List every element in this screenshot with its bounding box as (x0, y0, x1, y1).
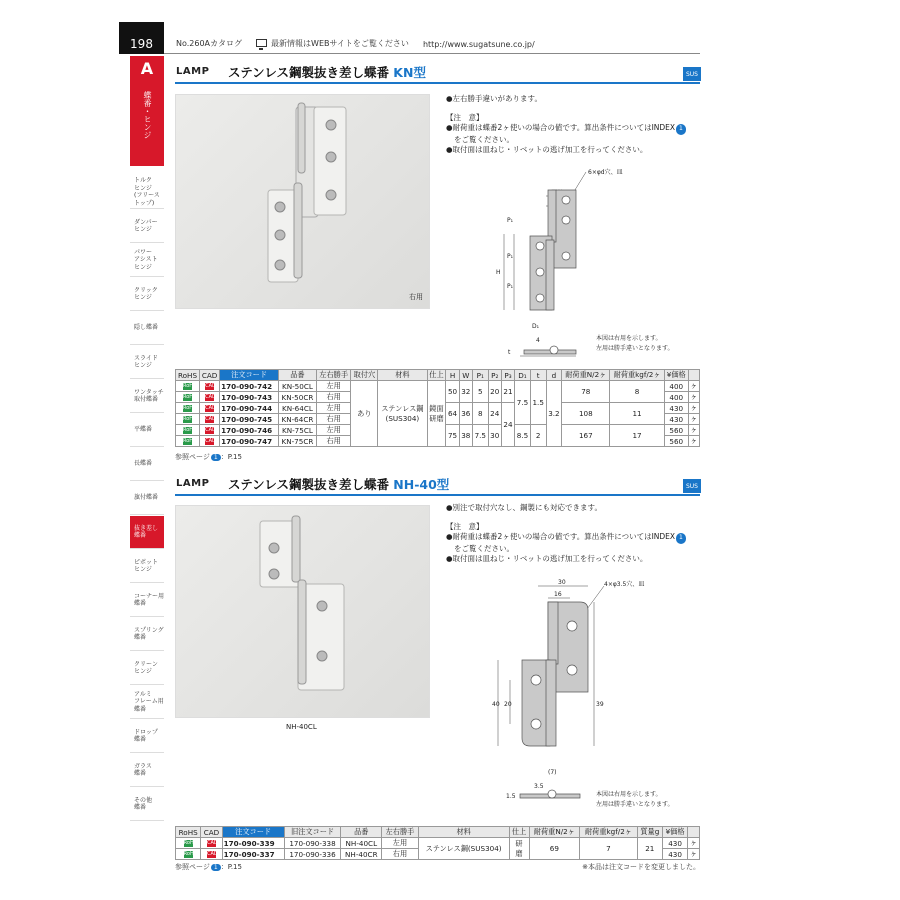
rohs-icon: RoHS (183, 438, 197, 444)
table-cell: 430 (664, 414, 688, 425)
sidebar-item[interactable]: ピボット ヒンジ (130, 550, 164, 583)
table-cell (201, 849, 222, 860)
photo-caption-2: NH-40CL (286, 723, 317, 731)
sidebar-item[interactable]: 長蝶番 (130, 448, 164, 481)
column-header: 注文コード (220, 370, 279, 381)
table-cell: 170-090-745 (220, 414, 279, 425)
table-cell: 左用 (382, 838, 419, 849)
category-tab[interactable] (130, 56, 164, 166)
table-row (176, 381, 700, 392)
category-letter: A (140, 59, 154, 78)
dim-t: t (508, 349, 511, 356)
table-cell: 11 (610, 403, 664, 425)
dim-7: (7) (548, 769, 557, 776)
table-cell: 鏡面 研磨 (427, 381, 446, 447)
table-cell: ヶ (688, 425, 699, 436)
dim-h: H (496, 269, 501, 276)
column-header: 材料 (418, 827, 509, 838)
section1-notes (446, 94, 701, 156)
column-header: W (459, 370, 472, 381)
column-header: H (446, 370, 459, 381)
sidebar-item[interactable]: 旗付蝶番 (130, 482, 164, 515)
section2-notes (446, 503, 701, 565)
table-cell: 左用 (316, 381, 351, 392)
table-cell: KN-50CR (278, 392, 316, 403)
sus-badge-2: SUS (683, 479, 701, 493)
note-load: ●耐荷重は蝶番2ヶ使いの場合の値です。算出条件についてはINDEX 1 (446, 123, 701, 135)
table-cell: 研 磨 (509, 838, 529, 860)
column-header: 注文コード (222, 827, 284, 838)
table-cell: 170-090-337 (222, 849, 284, 860)
table-cell: ヶ (688, 849, 700, 860)
column-header: P₃ (501, 370, 514, 381)
table-cell: 20 (488, 381, 501, 403)
rohs-icon: RoHS (183, 383, 197, 389)
table-cell: ステンレス鋼 (SUS304) (378, 381, 427, 447)
table-cell: 108 (562, 403, 610, 425)
sidebar-item[interactable]: アルミ フレーム用 蝶番 (130, 686, 164, 719)
view-note1: 本図は右用を示します。 (596, 335, 662, 342)
index-ref-badge-2[interactable]: 1 (676, 533, 686, 544)
hinge-photo-illustration-2 (176, 506, 431, 719)
column-header: 仕上 (427, 370, 446, 381)
table-cell: ヶ (688, 381, 699, 392)
nh40-technical-drawing (480, 576, 700, 816)
column-header: RoHS (176, 370, 200, 381)
dim-d1: D₁ (532, 323, 540, 330)
table-cell: あり (351, 381, 378, 447)
dim-40: 40 (492, 701, 500, 708)
dim-39: 39 (596, 701, 604, 708)
cad-icon[interactable]: CAD (205, 427, 216, 433)
column-header: 品番 (341, 827, 382, 838)
sidebar-item[interactable]: ダンパー ヒンジ (130, 210, 164, 243)
column-header: CAD (201, 827, 222, 838)
page-number: 198 (119, 22, 164, 54)
table-cell: 17 (610, 425, 664, 447)
monitor-icon (256, 39, 267, 47)
table-cell: 170-090-336 (284, 849, 341, 860)
catalog-label: No.260Aカタログ (176, 39, 243, 48)
table-cell: 167 (562, 425, 610, 447)
table-cell: 50 (446, 381, 459, 403)
column-header: 品番 (278, 370, 316, 381)
note-lr: ●左右勝手違いがあります。 (446, 94, 542, 103)
table-cell: 7.5 (472, 425, 488, 447)
index-ref-badge[interactable]: 1 (676, 124, 686, 135)
category-name: 蝶番・ヒンジ (143, 91, 152, 139)
view-note2: 左用は勝手違いとなります。 (596, 345, 674, 352)
section1-ref[interactable]: 参照ページ 1 ：P.15 (175, 453, 242, 461)
sidebar-item[interactable]: 隠し蝶番 (130, 312, 164, 345)
section2-title: ステンレス鋼製抜き差し蝶番 NH-40型 (228, 477, 450, 492)
table-cell (176, 381, 200, 392)
note-load-2: ●耐荷重は蝶番2ヶ使いの場合の値です。算出条件についてはINDEX 1 (446, 532, 701, 544)
table-cell (176, 414, 200, 425)
table-cell: ヶ (688, 403, 699, 414)
table-cell: 400 (664, 381, 688, 392)
sidebar-item[interactable]: ワンタッチ 取付蝶番 (130, 380, 164, 413)
table-cell: 64 (446, 403, 459, 425)
cad-icon[interactable]: CAD (206, 840, 218, 846)
table-cell: 3.2 (546, 381, 562, 447)
kn-spec-table (175, 369, 700, 447)
table-cell: 430 (664, 403, 688, 414)
table-cell: 30 (488, 425, 501, 447)
table-cell: 38 (459, 425, 472, 447)
table-cell: 右用 (316, 436, 351, 447)
column-header: 質量g (637, 827, 662, 838)
table-cell: 170-090-744 (220, 403, 279, 414)
table-cell (200, 425, 220, 436)
web-notice: 最新情報はWEBサイトをご覧ください (256, 38, 409, 49)
column-header (688, 370, 699, 381)
table-cell: 21 (501, 381, 514, 403)
table-cell: 右用 (316, 392, 351, 403)
dim-30: 30 (558, 579, 566, 586)
table-cell (176, 403, 200, 414)
column-header: ¥価格 (664, 370, 688, 381)
table-cell: 170-090-747 (220, 436, 279, 447)
sidebar-item[interactable]: スプリング 蝶番 (130, 618, 164, 651)
column-header: P₂ (488, 370, 501, 381)
rohs-icon: RoHS (183, 405, 197, 411)
table-cell: ヶ (688, 436, 699, 447)
nh40-spec-table (175, 826, 700, 860)
column-header: t (530, 370, 546, 381)
sidebar-item[interactable]: その他 蝶番 (130, 788, 164, 821)
rohs-icon: RoHS (183, 394, 197, 400)
table-cell: 560 (664, 425, 688, 436)
table-cell: 右用 (382, 849, 419, 860)
column-header: RoHS (176, 827, 201, 838)
rohs-icon: RoHS (183, 851, 197, 857)
dim-16: 16 (554, 591, 562, 598)
sidebar-item[interactable]: クリーン ヒンジ (130, 652, 164, 685)
cad-icon[interactable]: CAD (205, 405, 216, 411)
table-cell: NH-40CL (341, 838, 382, 849)
table-cell (200, 414, 220, 425)
sidebar-item[interactable]: クリック ヒンジ (130, 278, 164, 311)
note-heading: 【注 意】 (446, 112, 484, 122)
table-cell: 400 (664, 392, 688, 403)
table-cell: 左用 (316, 403, 351, 414)
dim-20: 20 (504, 701, 512, 708)
table-cell: 8 (610, 381, 664, 403)
section1-title: ステンレス鋼製抜き差し蝶番 KN型 (228, 65, 426, 80)
column-header: 左右勝手 (382, 827, 419, 838)
table-cell: ヶ (688, 414, 699, 425)
column-header: 仕上 (509, 827, 529, 838)
footnote: ※本品は注文コードを変更しました。 (582, 863, 700, 871)
rohs-icon: RoHS (183, 427, 197, 433)
column-header: CAD (200, 370, 220, 381)
table-cell (200, 403, 220, 414)
table-cell: 32 (459, 381, 472, 403)
sidebar-item[interactable]: 平蝶番 (130, 414, 164, 447)
sidebar-item[interactable]: パワー アシスト ヒンジ (130, 244, 164, 277)
table-cell: KN-64CR (278, 414, 316, 425)
table-cell (176, 436, 200, 447)
table-cell: 170-090-743 (220, 392, 279, 403)
dim-15: 1.5 (506, 793, 516, 800)
table-cell: 430 (662, 849, 687, 860)
column-header: 耐荷重kgf/2ヶ (610, 370, 664, 381)
column-header (688, 827, 700, 838)
column-header: P₁ (472, 370, 488, 381)
view-note2-2: 左用は勝手違いとなります。 (596, 801, 674, 808)
note-custom: ●別注で取付穴なし、鋼製にも対応できます。 (446, 503, 602, 512)
table-cell (201, 838, 222, 849)
photo-caption: 右用 (409, 293, 423, 301)
column-header: 左右勝手 (316, 370, 351, 381)
dim-p1-c: P₁ (507, 283, 514, 290)
sidebar-item[interactable]: ドロップ 蝶番 (130, 720, 164, 753)
product-photo-nh40 (175, 505, 430, 731)
table-cell: ヶ (688, 392, 699, 403)
note-mounting-2: ●取付面は皿ねじ・リベットの逃げ加工を行ってください。 (446, 554, 648, 563)
sidebar-item[interactable]: トルク ヒンジ (フリーストップ) (130, 176, 164, 209)
table-cell (200, 381, 220, 392)
sidebar-item[interactable]: 抜き差し 蝶番 (130, 516, 164, 549)
column-header: 耐荷重N/2ヶ (529, 827, 580, 838)
kn-technical-drawing (480, 160, 700, 360)
table-cell: 170-090-338 (284, 838, 341, 849)
table-cell: 24 (501, 403, 514, 447)
table-cell (176, 838, 201, 849)
cad-icon[interactable]: CAD (205, 394, 216, 400)
table-cell: 21 (637, 838, 662, 860)
table-cell (176, 425, 200, 436)
table-header-row-2 (176, 827, 700, 838)
table-cell (200, 436, 220, 447)
column-header: 材料 (378, 370, 427, 381)
table-cell: 8 (472, 403, 488, 425)
table-cell: KN-50CL (278, 381, 316, 392)
cad-icon[interactable]: CAD (206, 851, 218, 857)
table-cell: 7 (580, 838, 637, 860)
table-cell: 430 (662, 838, 687, 849)
table-cell: KN-75CR (278, 436, 316, 447)
sidebar-item[interactable]: ガラス 蝶番 (130, 754, 164, 787)
rohs-icon: RoHS (183, 416, 197, 422)
table-cell: 8.5 (515, 425, 531, 447)
column-header: 取付穴 (351, 370, 378, 381)
table-cell: 170-090-746 (220, 425, 279, 436)
brand-logo-2: LAMP (176, 478, 210, 489)
table-cell (176, 392, 200, 403)
cad-icon[interactable]: CAD (205, 416, 216, 422)
table-header-row (176, 370, 700, 381)
section2-ref[interactable]: 参照ページ 1 ：P.15 (175, 863, 242, 871)
table-cell: 75 (446, 425, 459, 447)
table-cell: KN-75CL (278, 425, 316, 436)
product-photo-kn (175, 94, 430, 309)
column-header: ¥価格 (662, 827, 687, 838)
table-cell: 右用 (316, 414, 351, 425)
table-cell: 左用 (316, 425, 351, 436)
table-cell: NH-40CR (341, 849, 382, 860)
dim-p1-b: P₁ (507, 253, 514, 260)
header-bar (164, 22, 700, 54)
table-cell: 5 (472, 381, 488, 403)
table-cell: 36 (459, 403, 472, 425)
table-cell (176, 849, 201, 860)
note-mounting: ●取付面は皿ねじ・リベットの逃げ加工を行ってください。 (446, 145, 648, 154)
holes-label-2: 4×φ3.5穴、皿 (604, 581, 645, 588)
dim-35: 3.5 (534, 783, 544, 790)
table-cell: 69 (529, 838, 580, 860)
table-cell: 170-090-339 (222, 838, 284, 849)
column-header: 耐荷重kgf/2ヶ (580, 827, 637, 838)
cad-icon[interactable]: CAD (205, 383, 216, 389)
column-header: d (546, 370, 562, 381)
table-cell (200, 392, 220, 403)
brand-logo: LAMP (176, 66, 210, 77)
dim-p1-a: P₁ (507, 217, 514, 224)
table-cell: ヶ (688, 838, 700, 849)
column-header: 耐荷重N/2ヶ (562, 370, 610, 381)
table-cell: 2 (530, 425, 546, 447)
table-cell: 560 (664, 436, 688, 447)
note-load-cont-2: をご覧ください。 (454, 543, 514, 553)
column-header: 旧注文コード (284, 827, 341, 838)
rohs-icon: RoHS (183, 840, 197, 846)
view-note1-2: 本図は右用を示します。 (596, 791, 662, 798)
site-url[interactable]: http://www.sugatsune.co.jp/ (422, 40, 535, 49)
table-cell: ステンレス鋼(SUS304) (418, 838, 509, 860)
column-header: D₁ (515, 370, 531, 381)
note-heading-2: 【注 意】 (446, 521, 484, 531)
cad-icon[interactable]: CAD (205, 438, 216, 444)
table-cell: 78 (562, 381, 610, 403)
table-row (176, 838, 700, 849)
holes-label: 6×φd穴、皿 (588, 169, 623, 176)
table-cell: 24 (488, 403, 501, 425)
table-cell: 7.5 (515, 381, 531, 425)
sus-badge: SUS (683, 67, 701, 81)
sidebar-item[interactable]: スライド ヒンジ (130, 346, 164, 379)
table-cell: KN-64CL (278, 403, 316, 414)
dim-four: 4 (536, 337, 540, 344)
table-cell: 170-090-742 (220, 381, 279, 392)
table-cell: 1.5 (530, 381, 546, 425)
hinge-photo-illustration (176, 95, 431, 310)
sidebar-item[interactable]: コーナー用 蝶番 (130, 584, 164, 617)
note-load-cont: をご覧ください。 (454, 134, 514, 144)
